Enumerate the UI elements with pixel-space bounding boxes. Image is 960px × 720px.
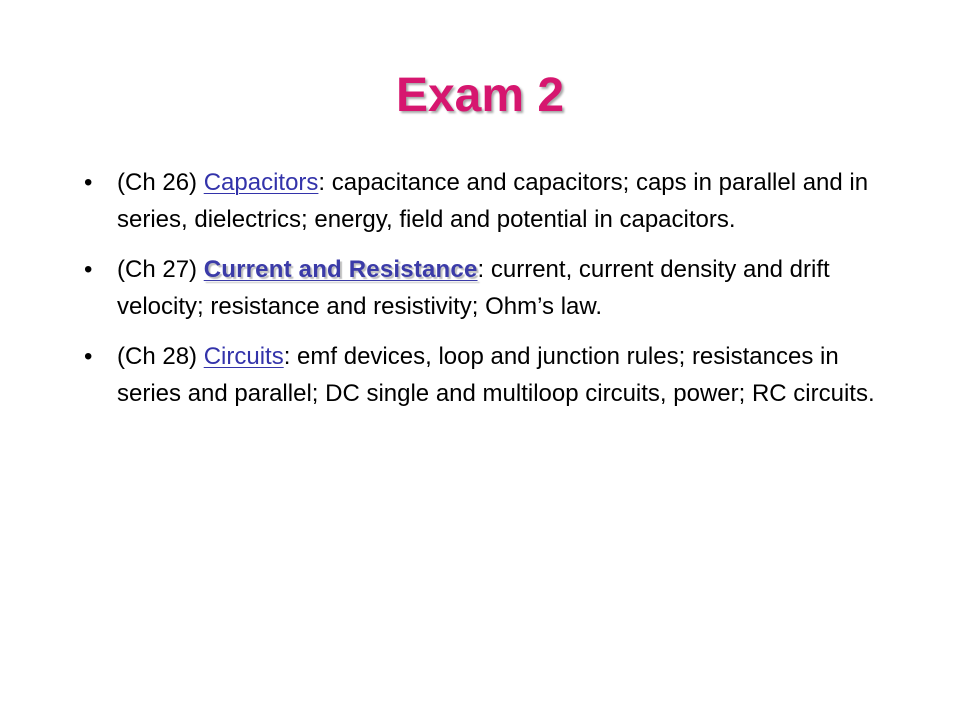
circuits-link[interactable]: Circuits — [203, 343, 284, 370]
bullet-item-capacitors — [78, 164, 898, 238]
topic-description: : capacitance and capacitors; caps in parallel and in series, dielectrics; energy, field and potential in capacitors. — [117, 169, 869, 233]
bullet-dot-icon: • — [84, 169, 93, 196]
topic-description: : emf devices, loop and junction rules; resistances in series and parallel; DC single and multiloop circuits, power; RC circuits. — [117, 343, 875, 407]
chapter-label: (Ch 27) — [117, 256, 204, 283]
chapter-label: (Ch 28) — [117, 343, 204, 370]
bullet-list — [78, 164, 898, 425]
topic-description: : current, current density and drift velocity; resistance and resistivity; Ohm’s law. — [117, 256, 830, 320]
bullet-item-current-resistance — [78, 251, 898, 325]
current-and-resistance-link[interactable]: Current and Resistance — [203, 256, 478, 283]
capacitors-link[interactable]: Capacitors — [203, 169, 319, 196]
bullet-dot-icon: • — [84, 256, 93, 283]
bullet-dot-icon: • — [84, 343, 93, 370]
bullet-item-circuits — [78, 338, 898, 412]
slide-title: Exam 2 — [395, 69, 565, 122]
chapter-label: (Ch 26) — [117, 169, 204, 196]
